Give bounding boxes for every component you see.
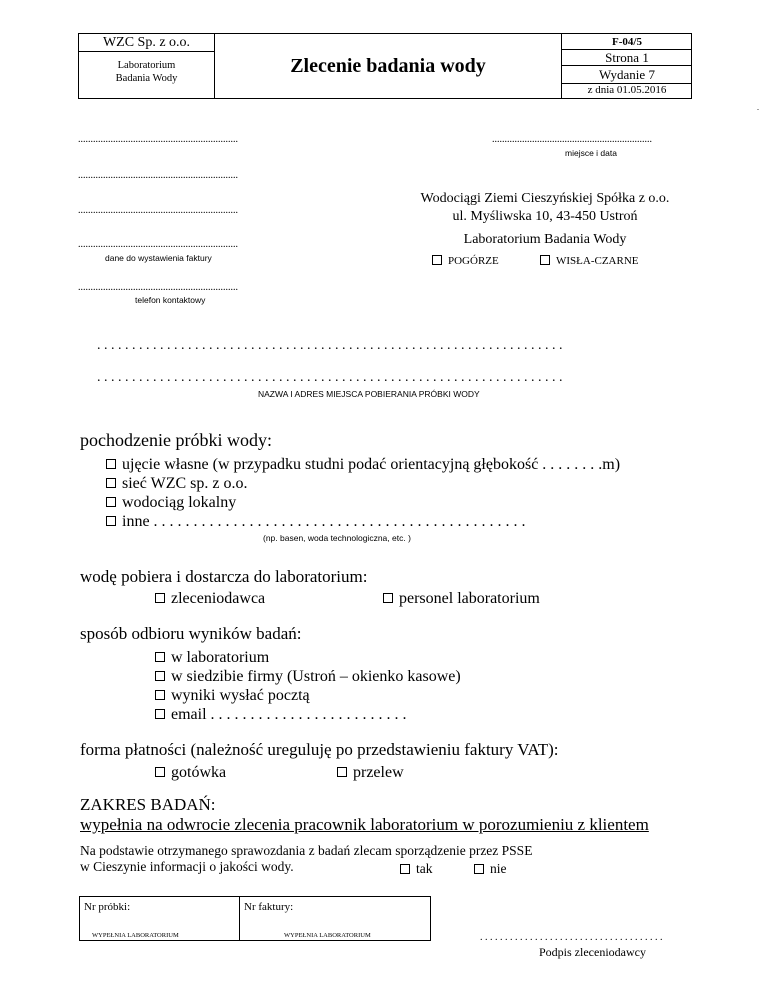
company-name: WZC Sp. z o.o. xyxy=(79,34,214,52)
psse-option-no[interactable] xyxy=(474,861,507,877)
wisla-label: WISŁA-CZARNE xyxy=(556,255,639,267)
results-office-label: w siedzibie firmy (Ustroń – okienko kasowe) xyxy=(171,668,461,685)
results-lab-label: w laboratorium xyxy=(171,649,270,666)
origin-own-checkbox[interactable] xyxy=(106,459,116,469)
origin-own-label: ujęcie własne (w przypadku studni podać orientacyjną głębokość . . . . . . . .m) xyxy=(122,456,621,473)
client-field-line-1[interactable]: ................................................................ xyxy=(78,170,238,181)
header-table xyxy=(78,33,692,99)
payment-transfer-checkbox[interactable] xyxy=(337,767,347,777)
origin-local-checkbox[interactable] xyxy=(106,497,116,507)
origin-option-network[interactable] xyxy=(106,474,620,493)
invoice-data-label: dane do wystawienia faktury xyxy=(105,253,212,263)
signature-line[interactable]: . . . . . . . . . . . . . . . . . . . . . . . . . . . . . . . . . . . . . xyxy=(480,932,663,943)
results-option-office[interactable] xyxy=(155,667,461,686)
delivery-client-checkbox[interactable] xyxy=(155,593,165,603)
form-code: F-04/5 xyxy=(562,34,692,50)
lab-fill-note-1: WYPEŁNIA LABORATORIUM xyxy=(92,932,179,939)
delivery-staff-label: personel laboratorium xyxy=(399,590,540,607)
payment-option-transfer[interactable] xyxy=(337,764,404,782)
lab-address-line3: Laboratorium Badania Wody xyxy=(463,232,627,247)
results-email-label: email . . . . . . . . . . . . . . . . . . . . . . . . . xyxy=(171,706,407,723)
signature-label: Podpis zleceniodawcy xyxy=(539,945,646,959)
lab-address-line2: ul. Myśliwska 10, 43-450 Ustroń xyxy=(452,209,638,224)
psse-text-line2: w Cieszynie informacji o jakości wody. xyxy=(80,859,294,874)
scope-heading: ZAKRES BADAŃ: xyxy=(80,795,216,814)
corner-mark: . xyxy=(757,103,759,112)
results-email-checkbox[interactable] xyxy=(155,709,165,719)
delivery-option-client[interactable] xyxy=(155,590,265,608)
lab-fill-note-2: WYPEŁNIA LABORATORIUM xyxy=(284,932,371,939)
edition-date: z dnia 01.05.2016 xyxy=(587,84,667,96)
payment-heading: forma płatności (należność ureguluję po przedstawieniu faktury VAT): xyxy=(80,740,559,759)
payment-transfer-label: przelew xyxy=(353,764,404,781)
results-option-lab[interactable] xyxy=(155,648,461,667)
payment-cash-checkbox[interactable] xyxy=(155,767,165,777)
sampling-place-line-1[interactable]: . . . . . . . . . . . . . . . . . . . . . . . . . . . . . . . . . . . . . . . . . . . . . . . . . . . . . . . . . . . . . . . . . . . xyxy=(97,338,563,353)
origin-option-local[interactable] xyxy=(106,493,620,512)
edition: Wydanie 7 xyxy=(562,66,692,84)
header-right-cell xyxy=(561,34,692,98)
psse-text-line1: Na podstawie otrzymanego sprawozdania z badań zlecam sporządzenie przez PSSE xyxy=(80,843,533,858)
lab-address xyxy=(400,190,690,226)
lab-name-line2: Badania Wody xyxy=(115,73,178,84)
sample-number-label: Nr próbki: xyxy=(84,901,131,913)
results-office-checkbox[interactable] xyxy=(155,671,165,681)
wisla-checkbox[interactable] xyxy=(540,255,550,265)
pogorze-checkbox[interactable] xyxy=(432,255,442,265)
lab-option-wisla[interactable] xyxy=(540,255,639,267)
lab-use-box xyxy=(79,896,431,941)
payment-cash-label: gotówka xyxy=(171,764,227,781)
header-left-cell xyxy=(79,34,215,98)
delivery-client-label: zleceniodawca xyxy=(171,590,266,607)
delivery-heading: wodę pobiera i dostarcza do laboratorium: xyxy=(80,567,368,586)
origin-heading: pochodzenie próbki wody: xyxy=(80,430,272,450)
sampling-place-label: NAZWA I ADRES MIEJSCA POBIERANIA PRÓBKI WODY xyxy=(258,389,480,399)
lab-name-line1: Laboratorium xyxy=(117,60,176,71)
page-number: Strona 1 xyxy=(562,50,692,66)
phone-label: telefon kontaktowy xyxy=(135,295,206,305)
origin-option-other[interactable] xyxy=(106,512,620,531)
psse-text xyxy=(80,843,532,875)
psse-no-checkbox[interactable] xyxy=(474,864,484,874)
pogorze-label: POGÓRZE xyxy=(448,255,499,267)
results-post-label: wyniki wysłać pocztą xyxy=(171,687,310,704)
origin-other-label: inne . . . . . . . . . . . . . . . . . . . . . . . . . . . . . . . . . . . . . . . . . . . . . . . xyxy=(122,513,526,530)
origin-network-label: sieć WZC sp. z o.o. xyxy=(122,475,248,492)
delivery-option-staff[interactable] xyxy=(383,590,540,608)
scope-subheading: wypełnia na odwrocie zlecenia pracownik laboratorium w porozumieniu z klientem xyxy=(80,815,649,834)
place-date-field-line[interactable]: ................................................................ xyxy=(492,134,652,145)
place-date-label: miejsce i data xyxy=(565,148,617,158)
origin-option-own[interactable] xyxy=(106,455,620,474)
origin-options xyxy=(106,455,620,531)
results-lab-checkbox[interactable] xyxy=(155,652,165,662)
phone-field-line[interactable]: ................................................................ xyxy=(78,282,238,293)
document-title: Zlecenie badania wody xyxy=(290,55,486,77)
psse-yes-label: tak xyxy=(416,861,433,876)
psse-yes-checkbox[interactable] xyxy=(400,864,410,874)
lab-option-pogorze[interactable] xyxy=(432,255,499,267)
psse-no-label: nie xyxy=(490,861,507,876)
origin-other-note: (np. basen, woda technologiczna, etc. ) xyxy=(263,533,411,543)
client-field-line-2[interactable]: ................................................................ xyxy=(78,205,238,216)
invoice-number-label: Nr faktury: xyxy=(244,901,294,913)
client-name-field-line[interactable]: ................................................................ xyxy=(78,134,238,145)
results-options xyxy=(155,648,461,724)
sampling-place-line-2[interactable]: . . . . . . . . . . . . . . . . . . . . . . . . . . . . . . . . . . . . . . . . . . . . . . . . . . . . . . . . . . . . . . . . . . . xyxy=(97,370,563,385)
lab-address-line1: Wodociągi Ziemi Cieszyńskiej Spółka z o.o. xyxy=(420,191,670,206)
delivery-staff-checkbox[interactable] xyxy=(383,593,393,603)
results-heading: sposób odbioru wyników badań: xyxy=(80,624,302,643)
lab-use-box-divider xyxy=(239,897,240,940)
origin-other-checkbox[interactable] xyxy=(106,516,116,526)
client-field-line-3[interactable]: ................................................................ xyxy=(78,239,238,250)
lab-name xyxy=(79,59,214,85)
results-option-post[interactable] xyxy=(155,686,461,705)
payment-option-cash[interactable] xyxy=(155,764,226,782)
results-option-email[interactable] xyxy=(155,705,461,724)
psse-option-yes[interactable] xyxy=(400,861,433,877)
origin-local-label: wodociąg lokalny xyxy=(122,494,237,511)
results-post-checkbox[interactable] xyxy=(155,690,165,700)
origin-network-checkbox[interactable] xyxy=(106,478,116,488)
